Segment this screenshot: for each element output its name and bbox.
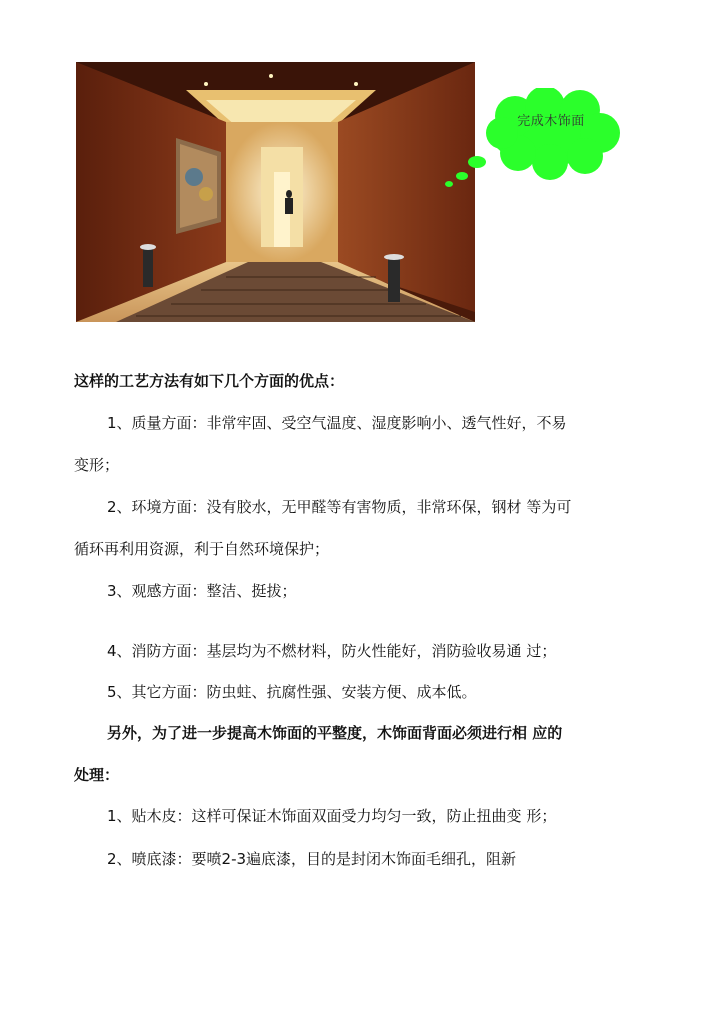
callout-label: 完成木饰面	[517, 114, 585, 129]
corridor-photo	[76, 62, 475, 322]
item-1-line1: 1、质量方面：非常牢固、受空气温度、湿度影响小、透气性好，不易	[107, 414, 567, 432]
section-heading: 这样的工艺方法有如下几个方面的优点：	[74, 372, 345, 390]
item-2-line2: 循环再利用资源，利于自然环境保护；	[74, 540, 330, 558]
item-2-line1: 2、环境方面：没有胶水，无甲醛等有害物质，非常环保，钢材 等为可	[107, 498, 572, 516]
corridor-illustration	[76, 62, 475, 322]
item-3: 3、观感方面：整洁、挺拔；	[107, 582, 297, 600]
step-2: 2、喷底漆：要喷2-3遍底漆，目的是封闭木饰面毛细孔，阻新	[107, 850, 517, 868]
extra-line2: 处理：	[74, 766, 120, 784]
item-5: 5、其它方面：防虫蛀、抗腐性强、安装方便、成本低。	[107, 683, 477, 701]
item-4: 4、消防方面：基层均为不燃材料，防火性能好，消防验收易通 过；	[107, 642, 557, 660]
step-1: 1、贴木皮：这样可保证木饰面双面受力均匀一致，防止扭曲变 形；	[107, 807, 557, 825]
item-1-line2: 变形；	[74, 456, 120, 474]
extra-line1: 另外，为了进一步提高木饰面的平整度，木饰面背面必须进行相 应的	[107, 724, 563, 742]
thought-bubble	[440, 88, 625, 188]
